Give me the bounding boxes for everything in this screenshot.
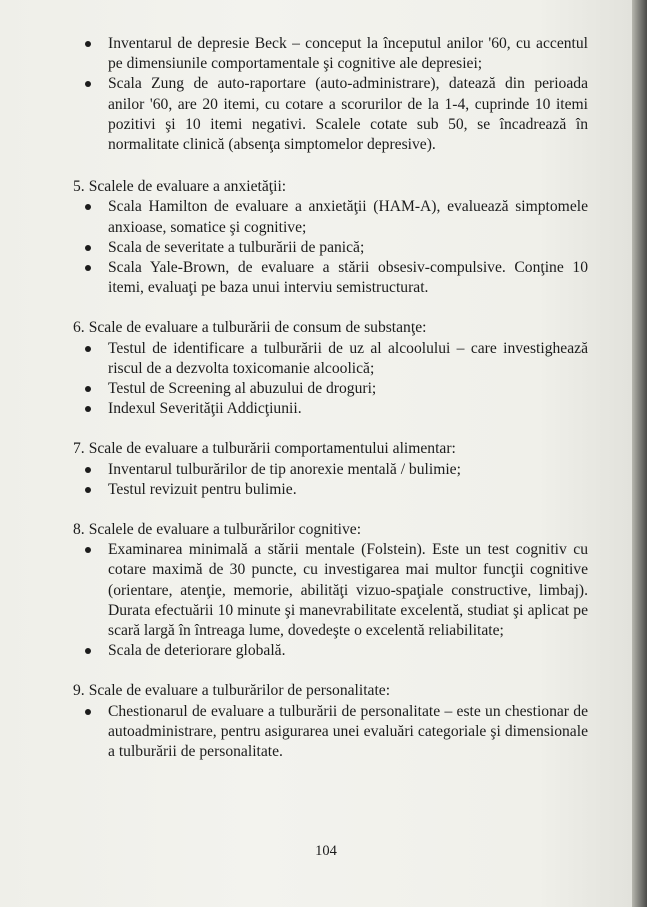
list-item — [73, 379, 588, 399]
list-item — [73, 399, 588, 419]
bullet-icon — [85, 265, 91, 271]
bullet-icon — [85, 406, 91, 412]
section-eating — [73, 439, 588, 500]
list-item-text: Scala de deteriorare globală. — [108, 642, 286, 660]
bullet-icon — [85, 487, 91, 493]
book-spine-shadow — [632, 0, 647, 907]
list-item-text: Testul de Screening al abuzului de droguri; — [108, 380, 377, 398]
list-item — [73, 641, 588, 661]
list-item-text: Scala de severitate a tulburării de panică; — [108, 238, 365, 256]
section-number: 8. — [73, 521, 85, 539]
section-number: 6. — [73, 319, 85, 337]
page-number: 104 — [315, 843, 337, 859]
list-item — [73, 339, 588, 379]
section-number: 7. — [73, 440, 85, 458]
page-content — [73, 34, 588, 762]
bullet-icon — [85, 204, 91, 210]
list-item-text: Indexul Severităţii Addicţiunii. — [108, 400, 302, 418]
list-item — [73, 480, 588, 500]
bullet-icon — [85, 709, 91, 715]
section-number: 5. — [73, 178, 85, 196]
list-item-text: Scala Yale-Brown, de evaluare a stării obsesiv-compulsive. Conţine 10 itemi, evaluaţi pe baza unui interviu semistructurat. — [108, 259, 588, 297]
section-substance — [73, 318, 588, 419]
list-item — [73, 197, 588, 237]
list-item — [73, 238, 588, 258]
section-title-text: Scale de evaluare a tulburării comportamentului alimentar: — [88, 440, 456, 458]
section-list — [73, 197, 588, 298]
bullet-icon — [85, 648, 91, 654]
bullet-icon — [85, 81, 91, 87]
section-title — [73, 177, 588, 197]
section-list — [73, 460, 588, 500]
list-item — [73, 34, 588, 74]
list-item-text: Inventarul de depresie Beck – conceput la începutul anilor '60, cu accentul pe dimensiunile comportamentale şi cognitive ale depresiei; — [108, 35, 588, 73]
list-item-text: Scala Hamilton de evaluare a anxietăţii (HAM-A), evaluează simptomele anxioase, somatice şi cognitive; — [108, 198, 588, 236]
section-list — [73, 702, 588, 763]
section-title — [73, 318, 588, 338]
list-item-text: Testul revizuit pentru bulimie. — [108, 480, 297, 498]
bullet-icon — [85, 467, 91, 473]
section-title — [73, 520, 588, 540]
section-anxiety — [73, 177, 588, 298]
list-item-text: Examinarea minimală a stării mentale (Folstein). Este un test cognitiv cu cotare maximă de 30 puncte, cu investigarea mai multor funcţii cognitive (orientare, atenţie, memorie, abilităţi vizuo-spaţiale constructive, limbaj). Durata efectuării 10 minute şi manevrabilitate excelentă, studiat şi aplicat pe scară largă în întreaga lume, dovedeşte o excelentă reliabilitate; — [108, 541, 588, 640]
bullet-icon — [85, 346, 91, 352]
bullet-icon — [85, 547, 91, 553]
list-item-text: Chestionarul de evaluare a tulburării de personalitate – este un chestionar de autoadministrare, pentru asigurarea unei evaluări categoriale şi dimensionale a tulburării de personalitate. — [108, 702, 588, 761]
bullet-icon — [85, 386, 91, 392]
list-item-text: Inventarul tulburărilor de tip anorexie mentală / bulimie; — [108, 460, 461, 478]
section-list — [73, 339, 588, 420]
list-item — [73, 702, 588, 763]
bullet-icon — [85, 245, 91, 251]
section-list — [73, 540, 588, 661]
list-item-text: Testul de identificare a tulburării de uz al alcoolului – care investighează riscul de a dezvolta toxicomanie alcoolică; — [108, 339, 588, 377]
section-title-text: Scalele de evaluare a tulburărilor cognitive: — [88, 521, 362, 539]
intro-list — [73, 34, 588, 155]
section-title-text: Scale de evaluare a tulburării de consum de substanţe: — [88, 319, 427, 337]
section-cognitive — [73, 520, 588, 661]
section-title-text: Scale de evaluare a tulburărilor de personalitate: — [88, 682, 391, 700]
section-title — [73, 439, 588, 459]
list-item — [73, 258, 588, 298]
list-item — [73, 74, 588, 155]
section-title — [73, 681, 588, 701]
list-item-text: Scala Zung de auto-raportare (auto-administrare), datează din perioada anilor '60, are 20 itemi, cu cotare a scorurilor de la 1-4, cuprinde 10 itemi pozitivi şi 10 itemi negativi. Scalele cotate sub 50, se încadrează în normalitate clinică (absenţa simptomelor depresive). — [108, 75, 588, 154]
section-personality — [73, 681, 588, 762]
section-title-text: Scalele de evaluare a anxietăţii: — [88, 178, 287, 196]
bullet-icon — [85, 41, 91, 47]
section-number: 9. — [73, 682, 85, 700]
list-item — [73, 460, 588, 480]
list-item — [73, 540, 588, 641]
